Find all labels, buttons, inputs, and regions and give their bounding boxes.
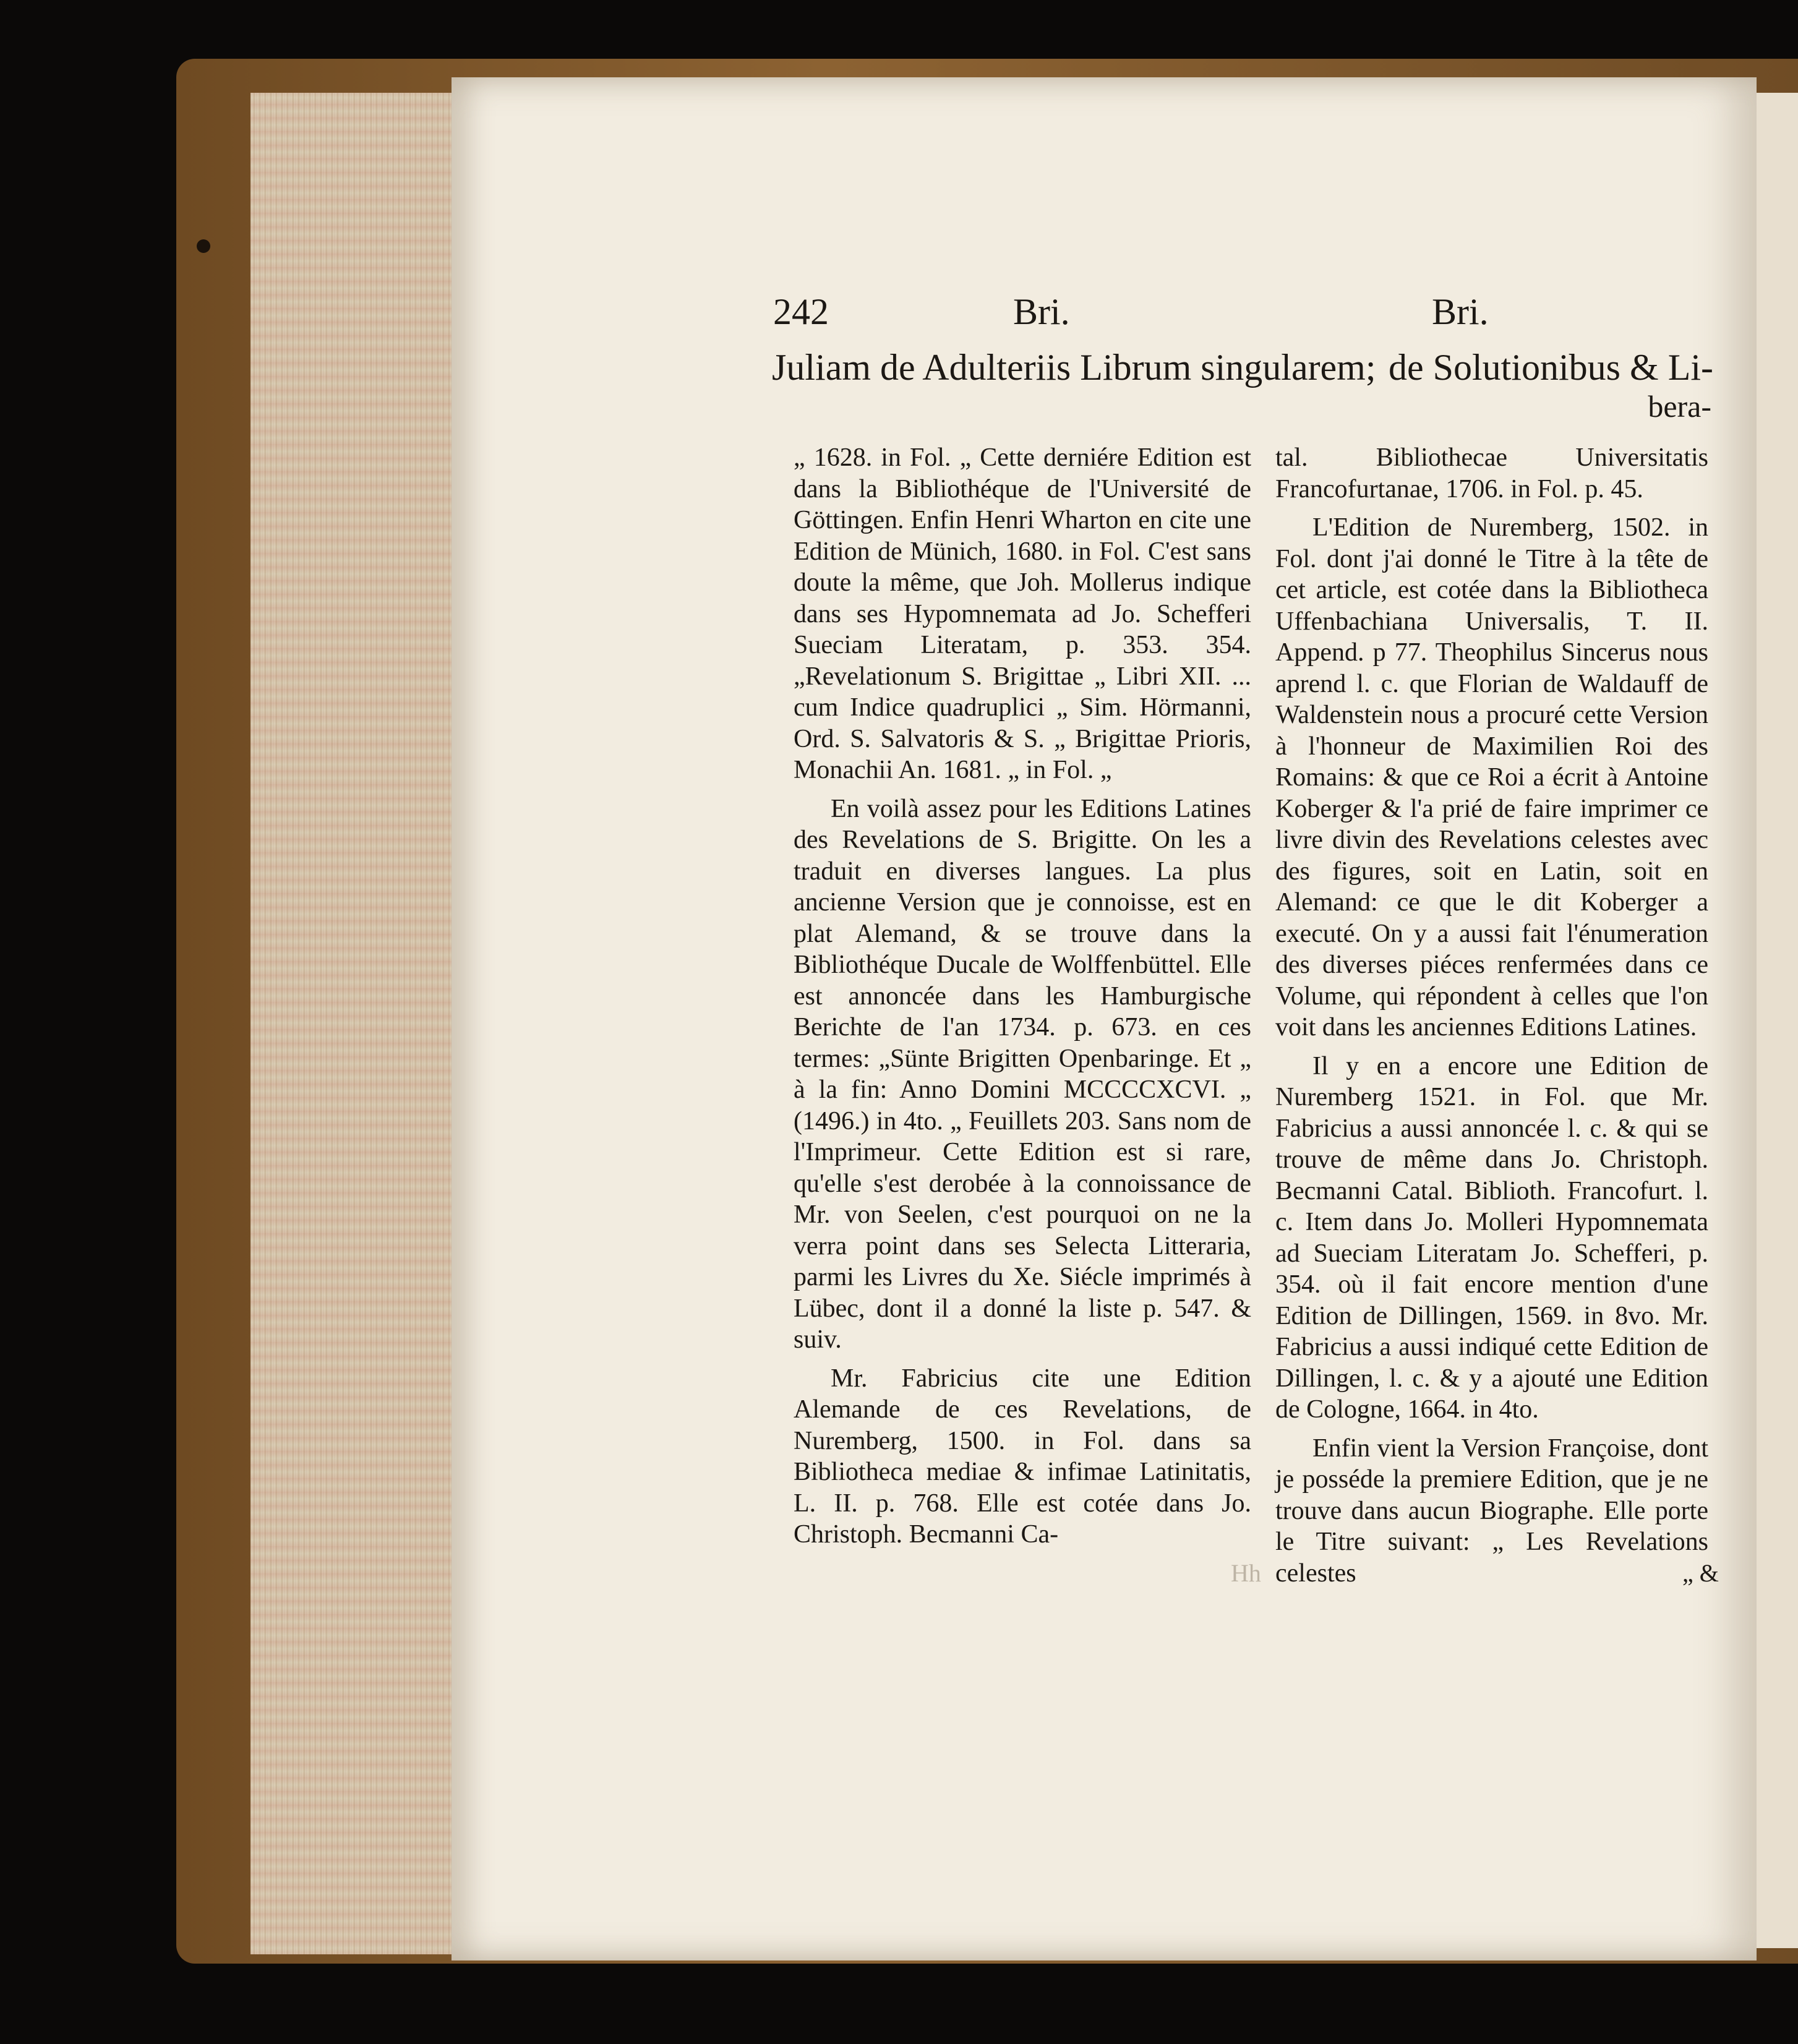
full-width-line-right: de Solutionibus & Li- [1389, 347, 1713, 388]
full-width-line [772, 346, 1713, 389]
running-head-left: Bri. [1013, 291, 1070, 332]
page-number: 242 [773, 291, 829, 332]
adjacent-page [1757, 93, 1798, 1948]
binding-hole [197, 239, 210, 253]
full-width-line-left: Juliam de Adulteriis Librum singularem; [772, 347, 1376, 388]
right-paragraph-3: Il y en a encore une Edition de Nuremberg 1521. in Fol. que Mr. Fabricius a aussi annoncée l. c. & qui se trouve de même dans Jo. Christoph. Becmanni Catal. Biblioth. Francofurt. l. c. Item dans Jo. Molleri Hypomnemata ad Sueciam Literatam Jo. Schefferi, p. 354. où il fait encore mention d'une Edition de Dillingen, 1569. in 8vo. Mr. Fabricius a aussi indiqué cette Edition de Dillingen, l. c. & y a ajouté une Edition de Cologne, 1664. in 4to. [1275, 1051, 1708, 1424]
left-paragraph-2: En voilà assez pour les Editions Latines des Revelations de S. Brigitte. On les a traduit en diverses langues. La plus ancienne Version que je connoisse, est en plat Alemand, & se trouve dans la Bibliothéque Ducale de Wolffenbüttel. Elle est annoncée dans les Hamburgische Berichte de l'an 1734. p. 673. en ces termes: „Sünte Brigitten Openbaringe. Et „ à la fin: Anno Domini MCCCCXCVI. „ (1496.) in 4to. „ Feuillets 203. Sans nom de l'Imprimeur. Cette Edition est si rare, qu'elle s'est derobée à la connoissance de Mr. von Seelen, c'est pourquoi on ne la verra point dans ses Selecta Litteraria, parmi les Livres du Xe. Siécle imprimés à Lübec, dont il a donné la liste p. 547. & suiv. [794, 794, 1251, 1354]
signature-mark: Hh [1231, 1559, 1261, 1587]
left-paragraph-3: Mr. Fabricius cite une Edition Alemande de ces Revelations, de Nuremberg, 1500. in Fol. dans sa Bibliotheca mediae & infimae Latinitatis, L. II. p. 768. Elle est cotée dans Jo. Christoph. Becmanni Ca- [794, 1364, 1251, 1549]
right-paragraph-2: L'Edition de Nuremberg, 1502. in Fol. dont j'ai donné le Titre à la tête de cet article, est cotée dans la Bibliotheca Uffenbachiana Universalis, T. II. Append. p 77. Theophilus Sincerus nous aprend l. c. que Florian de Waldauff de Waldenstein nous a procuré cette Version à l'honneur de Maximilien Roi des Romains: & que ce Roi a écrit à Antoine Koberger & l'a prié de faire imprimer ce livre divin des Revelations celestes avec des figures, soit en Latin, soit en Alemand: ce que le dit Koberger a executé. On y a aussi fait l'énumeration des diverses piéces renfermées dans ce Volume, qui répondent à celles que l'on voit dans les anciennes Editions Latines. [1275, 513, 1708, 1041]
page-edges [250, 93, 464, 1954]
right-paragraph-4: Enfin vient la Version Françoise, dont je posséde la premiere Edition, que je ne trouve dans aucun Biographe. Elle porte le Titre suivant: „ Les Revelations celestes [1275, 1434, 1708, 1588]
left-paragraph-1: „ 1628. in Fol. „ Cette derniére Edition est dans la Bibliothéque de l'Université de Göttingen. Enfin Henri Wharton en cite une Edition de Münich, 1680. in Fol. C'est sans doute la même, que Joh. Mollerus indique dans ses Hypomnemata ad Jo. Schefferi Sueciam Literatam, p. 353. 354. „Revelationum S. Brigittae „ Libri XII. ... cum Indice quadruplici „ Sim. Hörmanni, Ord. S. Salvatoris & S. „ Brigittae Prioris, Monachii An. 1681. „ in Fol. „ [794, 443, 1251, 784]
right-column [1275, 442, 1708, 1589]
catchword: „ & [1682, 1559, 1719, 1587]
right-paragraph-1: tal. Bibliothecae Universitatis Francofurtanae, 1706. in Fol. p. 45. [1275, 443, 1708, 503]
running-head-right: Bri. [1432, 291, 1489, 332]
full-width-line-continuation: bera- [1648, 389, 1711, 424]
left-column [794, 442, 1251, 1550]
